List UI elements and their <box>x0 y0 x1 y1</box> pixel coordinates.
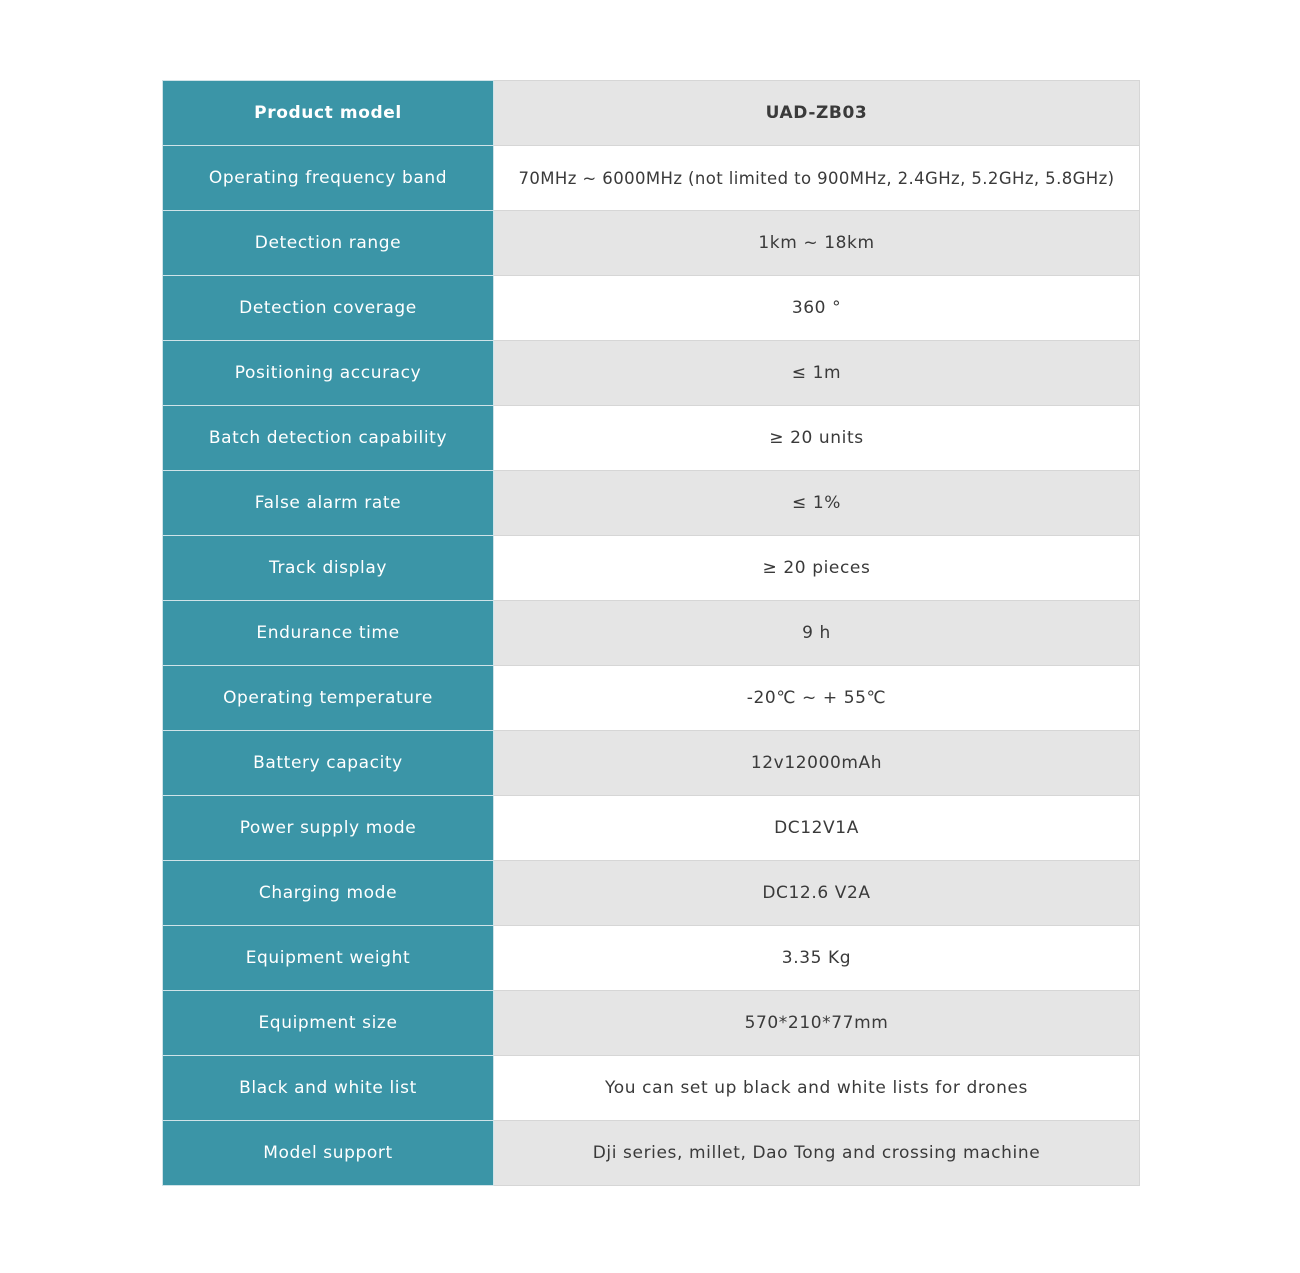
row-label: False alarm rate <box>163 471 494 536</box>
row-label: Positioning accuracy <box>163 341 494 406</box>
row-label: Equipment size <box>163 991 494 1056</box>
row-label: Battery capacity <box>163 731 494 796</box>
row-value: 3.35 Kg <box>494 926 1140 991</box>
table-row <box>163 731 1140 796</box>
table-row <box>163 666 1140 731</box>
row-value: DC12.6 V2A <box>494 861 1140 926</box>
table-row <box>163 146 1140 211</box>
table-row <box>163 796 1140 861</box>
spec-table <box>162 80 1140 1186</box>
table-row <box>163 1121 1140 1186</box>
table-row <box>163 276 1140 341</box>
row-label: Charging mode <box>163 861 494 926</box>
table-row <box>163 601 1140 666</box>
row-value: Dji series, millet, Dao Tong and crossing machine <box>494 1121 1140 1186</box>
row-value: -20℃ ~ + 55℃ <box>494 666 1140 731</box>
table-row <box>163 861 1140 926</box>
table-row <box>163 926 1140 991</box>
row-label: Track display <box>163 536 494 601</box>
row-value: 9 h <box>494 601 1140 666</box>
table-row <box>163 536 1140 601</box>
table-row <box>163 1056 1140 1121</box>
row-value: ≥ 20 pieces <box>494 536 1140 601</box>
row-value: You can set up black and white lists for drones <box>494 1056 1140 1121</box>
header-value: UAD-ZB03 <box>494 81 1140 146</box>
row-value: ≥ 20 units <box>494 406 1140 471</box>
table-row <box>163 341 1140 406</box>
row-label: Endurance time <box>163 601 494 666</box>
row-label: Batch detection capability <box>163 406 494 471</box>
row-label: Operating frequency band <box>163 146 494 211</box>
table-row <box>163 471 1140 536</box>
row-label: Model support <box>163 1121 494 1186</box>
header-label: Product model <box>163 81 494 146</box>
row-label: Detection range <box>163 211 494 276</box>
row-label: Black and white list <box>163 1056 494 1121</box>
row-value: 70MHz ~ 6000MHz (not limited to 900MHz, 2.4GHz, 5.2GHz, 5.8GHz) <box>494 146 1140 211</box>
row-value: 570*210*77mm <box>494 991 1140 1056</box>
row-value: ≤ 1m <box>494 341 1140 406</box>
row-value: 1km ~ 18km <box>494 211 1140 276</box>
row-value: DC12V1A <box>494 796 1140 861</box>
table-row <box>163 406 1140 471</box>
row-label: Power supply mode <box>163 796 494 861</box>
table-header-row <box>163 81 1140 146</box>
row-label: Detection coverage <box>163 276 494 341</box>
table-row <box>163 991 1140 1056</box>
row-value: 12v12000mAh <box>494 731 1140 796</box>
row-label: Operating temperature <box>163 666 494 731</box>
row-label: Equipment weight <box>163 926 494 991</box>
table-row <box>163 211 1140 276</box>
row-value: 360 ° <box>494 276 1140 341</box>
row-value: ≤ 1% <box>494 471 1140 536</box>
